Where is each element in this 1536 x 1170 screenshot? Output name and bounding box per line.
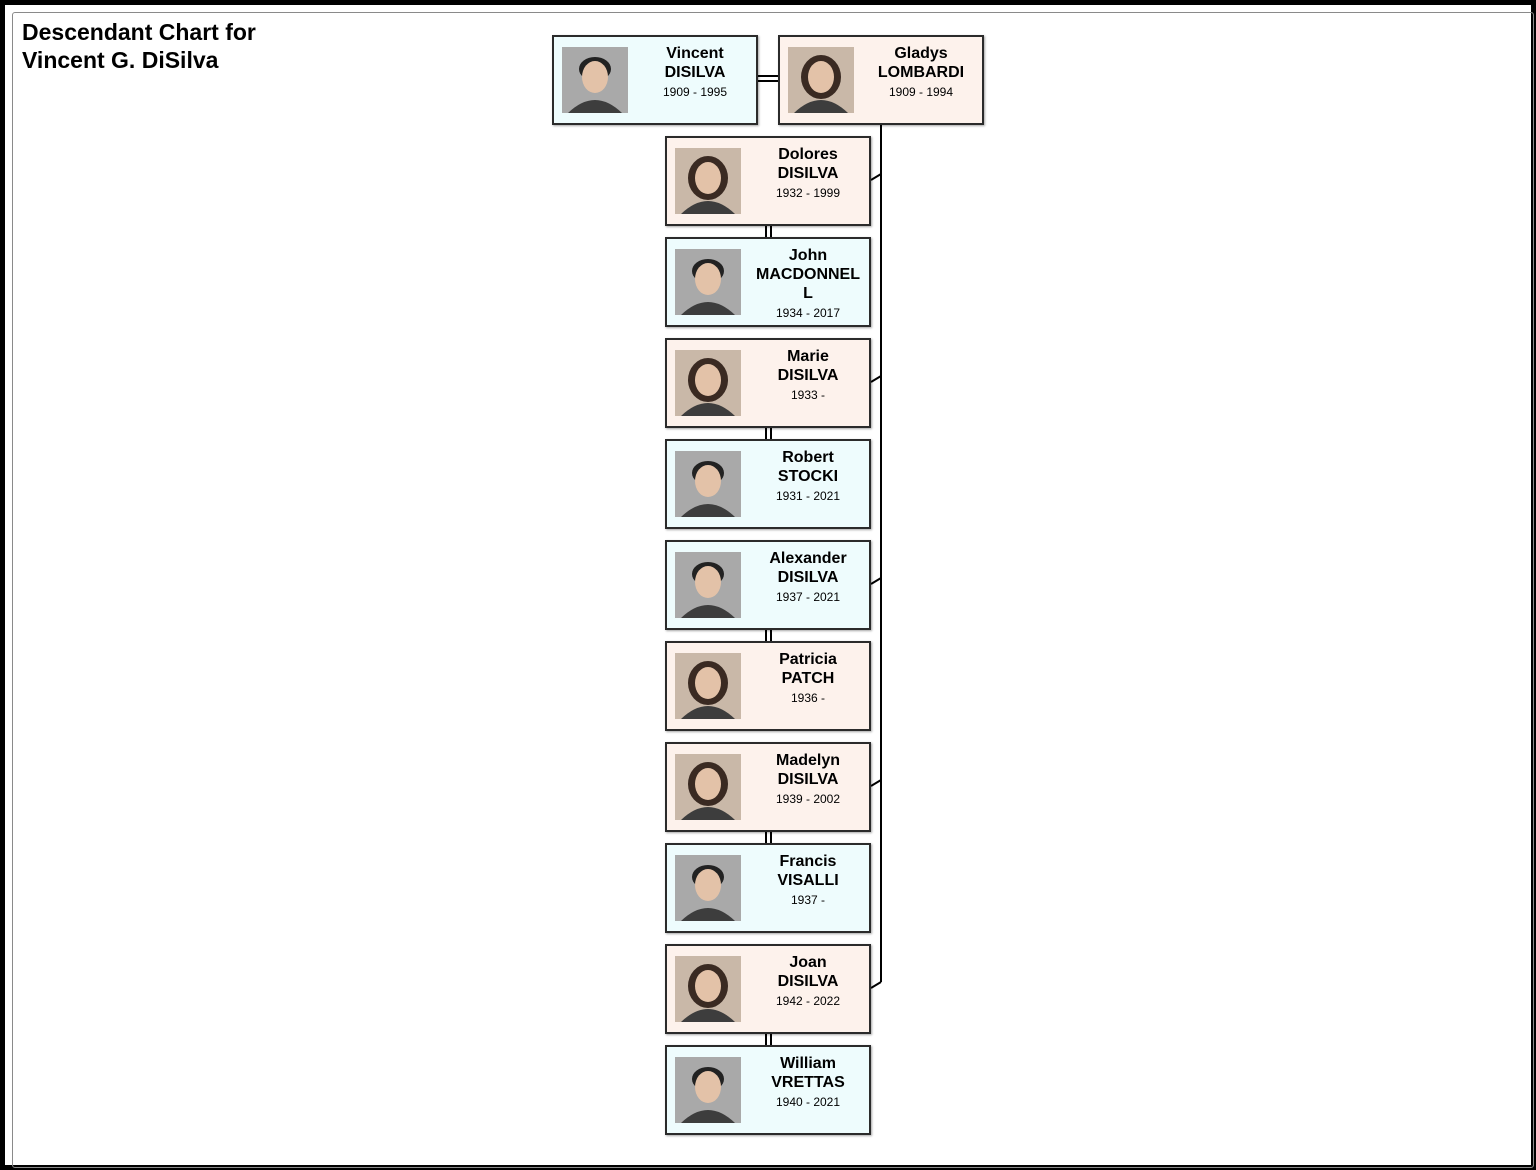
person-info	[753, 246, 863, 320]
person-first-name: William	[780, 1055, 836, 1072]
person-first-name: Madelyn	[775, 752, 840, 769]
person-years: 1939 - 2002	[775, 792, 841, 806]
portrait-photo-icon	[675, 148, 741, 214]
person-box-spouse[interactable]	[665, 843, 871, 933]
person-last-name: DISILVA	[777, 165, 839, 182]
person-box-spouse[interactable]	[665, 1045, 871, 1135]
chart-title-line2: Vincent G. DiSilva	[22, 47, 219, 73]
person-box-child[interactable]	[665, 540, 871, 630]
person-years: 1909 - 1995	[662, 85, 728, 99]
person-years: 1933 -	[790, 388, 826, 402]
person-first-name: John	[788, 247, 828, 264]
person-last-name: VRETTAS	[771, 1074, 845, 1091]
person-last-name: DISILVA	[777, 367, 839, 384]
person-info	[640, 44, 750, 99]
person-last-name: DISILVA	[777, 569, 839, 586]
person-first-name: Robert	[782, 449, 834, 466]
person-last-name: DISILVA	[777, 973, 839, 990]
person-first-name: Patricia	[779, 651, 837, 668]
person-info	[866, 44, 976, 99]
person-info	[753, 953, 863, 1008]
person-first-name: Francis	[779, 853, 837, 870]
person-box-spouse[interactable]	[665, 641, 871, 731]
person-box-child[interactable]	[665, 944, 871, 1034]
portrait-photo-icon	[675, 552, 741, 618]
person-info	[753, 448, 863, 503]
person-years: 1934 - 2017	[775, 306, 841, 320]
person-years: 1942 - 2022	[775, 994, 841, 1008]
person-last-name: MACDONNELL	[756, 266, 860, 302]
portrait-photo-icon	[675, 956, 741, 1022]
person-last-name: VISALLI	[777, 872, 839, 889]
person-first-name: Marie	[787, 348, 829, 365]
person-info	[753, 852, 863, 907]
portrait-photo-icon	[562, 47, 628, 113]
person-first-name: Gladys	[894, 45, 948, 62]
portrait-photo-icon	[675, 653, 741, 719]
person-box-spouse[interactable]	[665, 237, 871, 327]
person-last-name: PATCH	[781, 670, 835, 687]
person-info	[753, 751, 863, 806]
person-years: 1909 - 1994	[888, 85, 954, 99]
person-years: 1937 - 2021	[775, 590, 841, 604]
person-first-name: Joan	[789, 954, 827, 971]
portrait-photo-icon	[675, 249, 741, 315]
person-first-name: Alexander	[769, 550, 847, 567]
person-last-name: DISILVA	[664, 64, 726, 81]
portrait-photo-icon	[675, 754, 741, 820]
person-info	[753, 650, 863, 705]
person-first-name: Vincent	[666, 45, 724, 62]
chart-title-line1: Descendant Chart for	[22, 19, 256, 45]
portrait-photo-icon	[675, 350, 741, 416]
portrait-photo-icon	[675, 451, 741, 517]
person-box-root-husband[interactable]	[552, 35, 758, 125]
portrait-photo-icon	[675, 855, 741, 921]
portrait-photo-icon	[675, 1057, 741, 1123]
person-box-child[interactable]	[665, 136, 871, 226]
person-info	[753, 347, 863, 402]
person-info	[753, 145, 863, 200]
portrait-photo-icon	[788, 47, 854, 113]
person-years: 1940 - 2021	[775, 1095, 841, 1109]
person-box-child[interactable]	[665, 338, 871, 428]
person-last-name: DISILVA	[777, 771, 839, 788]
person-years: 1937 -	[790, 893, 826, 907]
person-years: 1932 - 1999	[775, 186, 841, 200]
person-box-root-wife[interactable]	[778, 35, 984, 125]
person-years: 1931 - 2021	[775, 489, 841, 503]
person-info	[753, 1054, 863, 1109]
person-info	[753, 549, 863, 604]
person-first-name: Dolores	[778, 146, 838, 163]
person-years: 1936 -	[790, 691, 826, 705]
person-box-spouse[interactable]	[665, 439, 871, 529]
person-last-name: LOMBARDI	[877, 64, 965, 81]
person-box-child[interactable]	[665, 742, 871, 832]
person-last-name: STOCKI	[777, 468, 839, 485]
chart-title	[22, 18, 256, 74]
